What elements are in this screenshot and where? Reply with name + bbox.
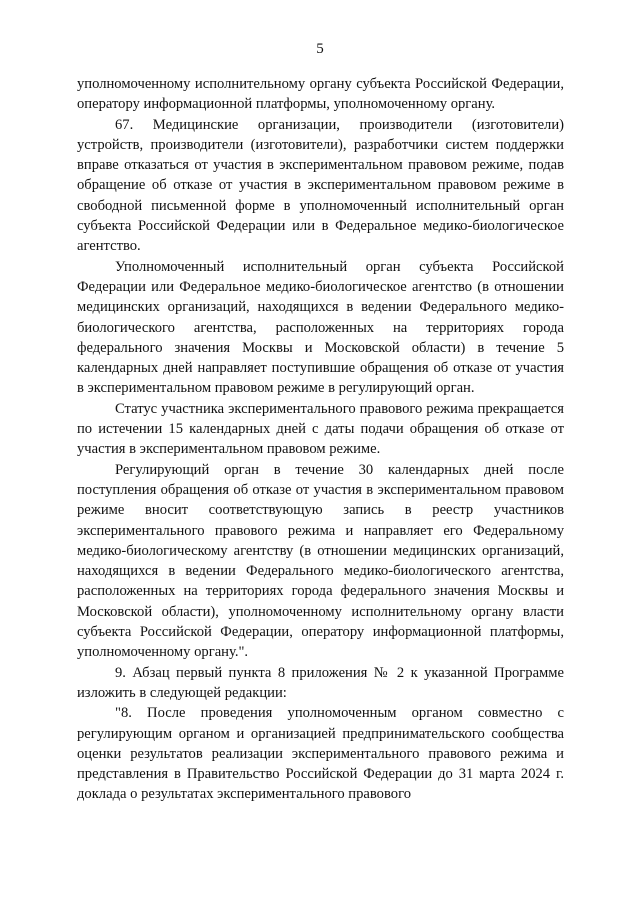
- paragraph-item-8-quote: "8. После проведения уполномоченным органом совместно с регулирующим органом и организацией предпринимательского сообщества оценки результатов реализации экспериментального правового режима и представления в Правительство Российской Федерации до 31 марта 2024 г. доклада о результатах экспериментального правового: [77, 705, 564, 803]
- paragraph-item-67: 67. Медицинские организации, производители (изготовители) устройств, производители (изготовители), разработчики систем поддержки вправе отказаться от участия в экспериментальном правовом режиме, подав обращение об отказе от участия в экспериментальном правовом режиме в свободной письменной форме в уполномоченный исполнительный орган субъекта Российской Федерации или в Федеральное медико-биологическое агентство.: [77, 116, 564, 255]
- paragraph-registry-update: Регулирующий орган в течение 30 календарных дней после поступления обращения об отказе от участия в экспериментальном правовом режиме вносит соответствующую запись в реестр участников экспериментального правового режима и направляет его Федеральному медико-биологическому агентству (в отношении медицинских организаций, находящихся в ведении Федерального медико-биологического агентства, расположенных на территориях города федерального значения Москвы и Московской области), уполномоченному исполнительному органу власти субъекта Российской Федерации, оператору информационной платформы, уполномоченному органу.".: [77, 461, 564, 661]
- paragraph-continuation: уполномоченному исполнительному органу субъекта Российской Федерации, оператору информационной платформы, уполномоченному органу.: [77, 76, 564, 113]
- page-number: 5: [316, 41, 324, 57]
- paragraph-authority-forwarding: Уполномоченный исполнительный орган субъекта Российской Федерации или Федеральное медико-биологическое агентство (в отношении медицинских организаций, находящихся в ведении Федерального медико-биологического агентства, расположенных на территориях города федерального значения Москвы и Московской области) в течение 5 календарных дней направляет поступившие обращения об отказе от участия в экспериментальном правовом режиме в регулирующий орган.: [77, 258, 564, 397]
- document-body: [77, 74, 564, 805]
- paragraph-status-termination: Статус участника экспериментального правового режима прекращается по истечении 15 календарных дней с даты подачи обращения об отказе от участия в экспериментальном правовом режиме.: [77, 400, 564, 458]
- paragraph-amendment-9: 9. Абзац первый пункта 8 приложения № 2 к указанной Программе изложить в следующей редакции:: [77, 664, 564, 701]
